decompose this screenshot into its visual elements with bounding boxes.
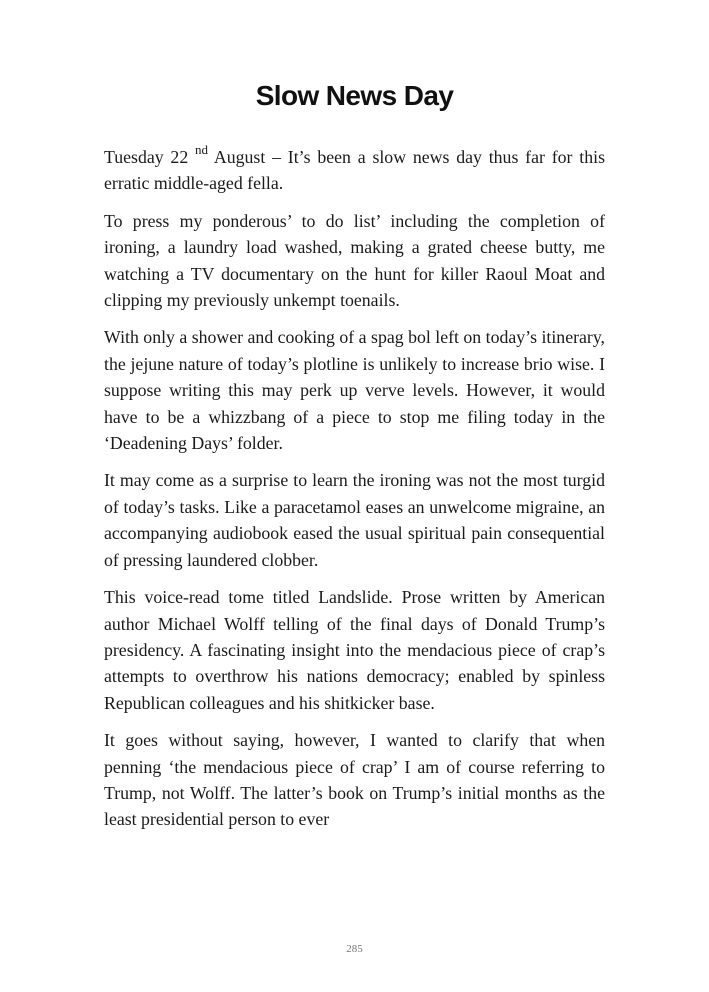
paragraph-2: To press my ponderous’ to do list’ including the completion of ironing, a laundry load washed, making a grated cheese butty, me watching a TV documentary on the hunt for killer Raoul Moat and clipping my previously unkempt toenails. — [104, 210, 605, 311]
paragraph-5: This voice-read tome titled Landslide. Prose written by American author Michael Wolff telling of the final days of Donald Trump’s presidency. A fascinating insight into the mendacious piece of crap’s attempts to overthrow his nations democracy; enabled by spinless Republican colleagues and his shitkicker base. — [104, 587, 605, 713]
body-text — [104, 144, 605, 844]
paragraph-6: It goes without saying, however, I wanted to clarify that when penning ‘the mendacious piece of crap’ I am of course referring to Trump, not Wolff. The latter’s book on Trump’s initial months as the least presidential person to ever — [104, 730, 605, 830]
paragraph-4: It may come as a surprise to learn the ironing was not the most turgid of today’s tasks. Like a paracetamol eases an unwelcome migraine, an accompanying audiobook eased the usual spiritual pain consequential of pressing laundered clobber. — [104, 470, 605, 570]
date-ordinal-suffix: nd — [195, 142, 209, 157]
paragraph-1-text: August – It’s been a slow news day thus far for this erratic middle-aged fella. — [104, 147, 605, 194]
date-prefix: Tuesday 22 — [104, 147, 189, 167]
paragraph-3: With only a shower and cooking of a spag bol left on today’s itinerary, the jejune nature of today’s plotline is unlikely to increase brio wise. I suppose writing this may perk up verve levels. However, it would have to be a whizzbang of a piece to stop me filing today in the ‘Deadening Days’ folder. — [104, 327, 605, 454]
page-title: Slow News Day — [255, 80, 454, 111]
paragraph-1 — [104, 144, 605, 197]
page-number: 285 — [346, 943, 363, 955]
